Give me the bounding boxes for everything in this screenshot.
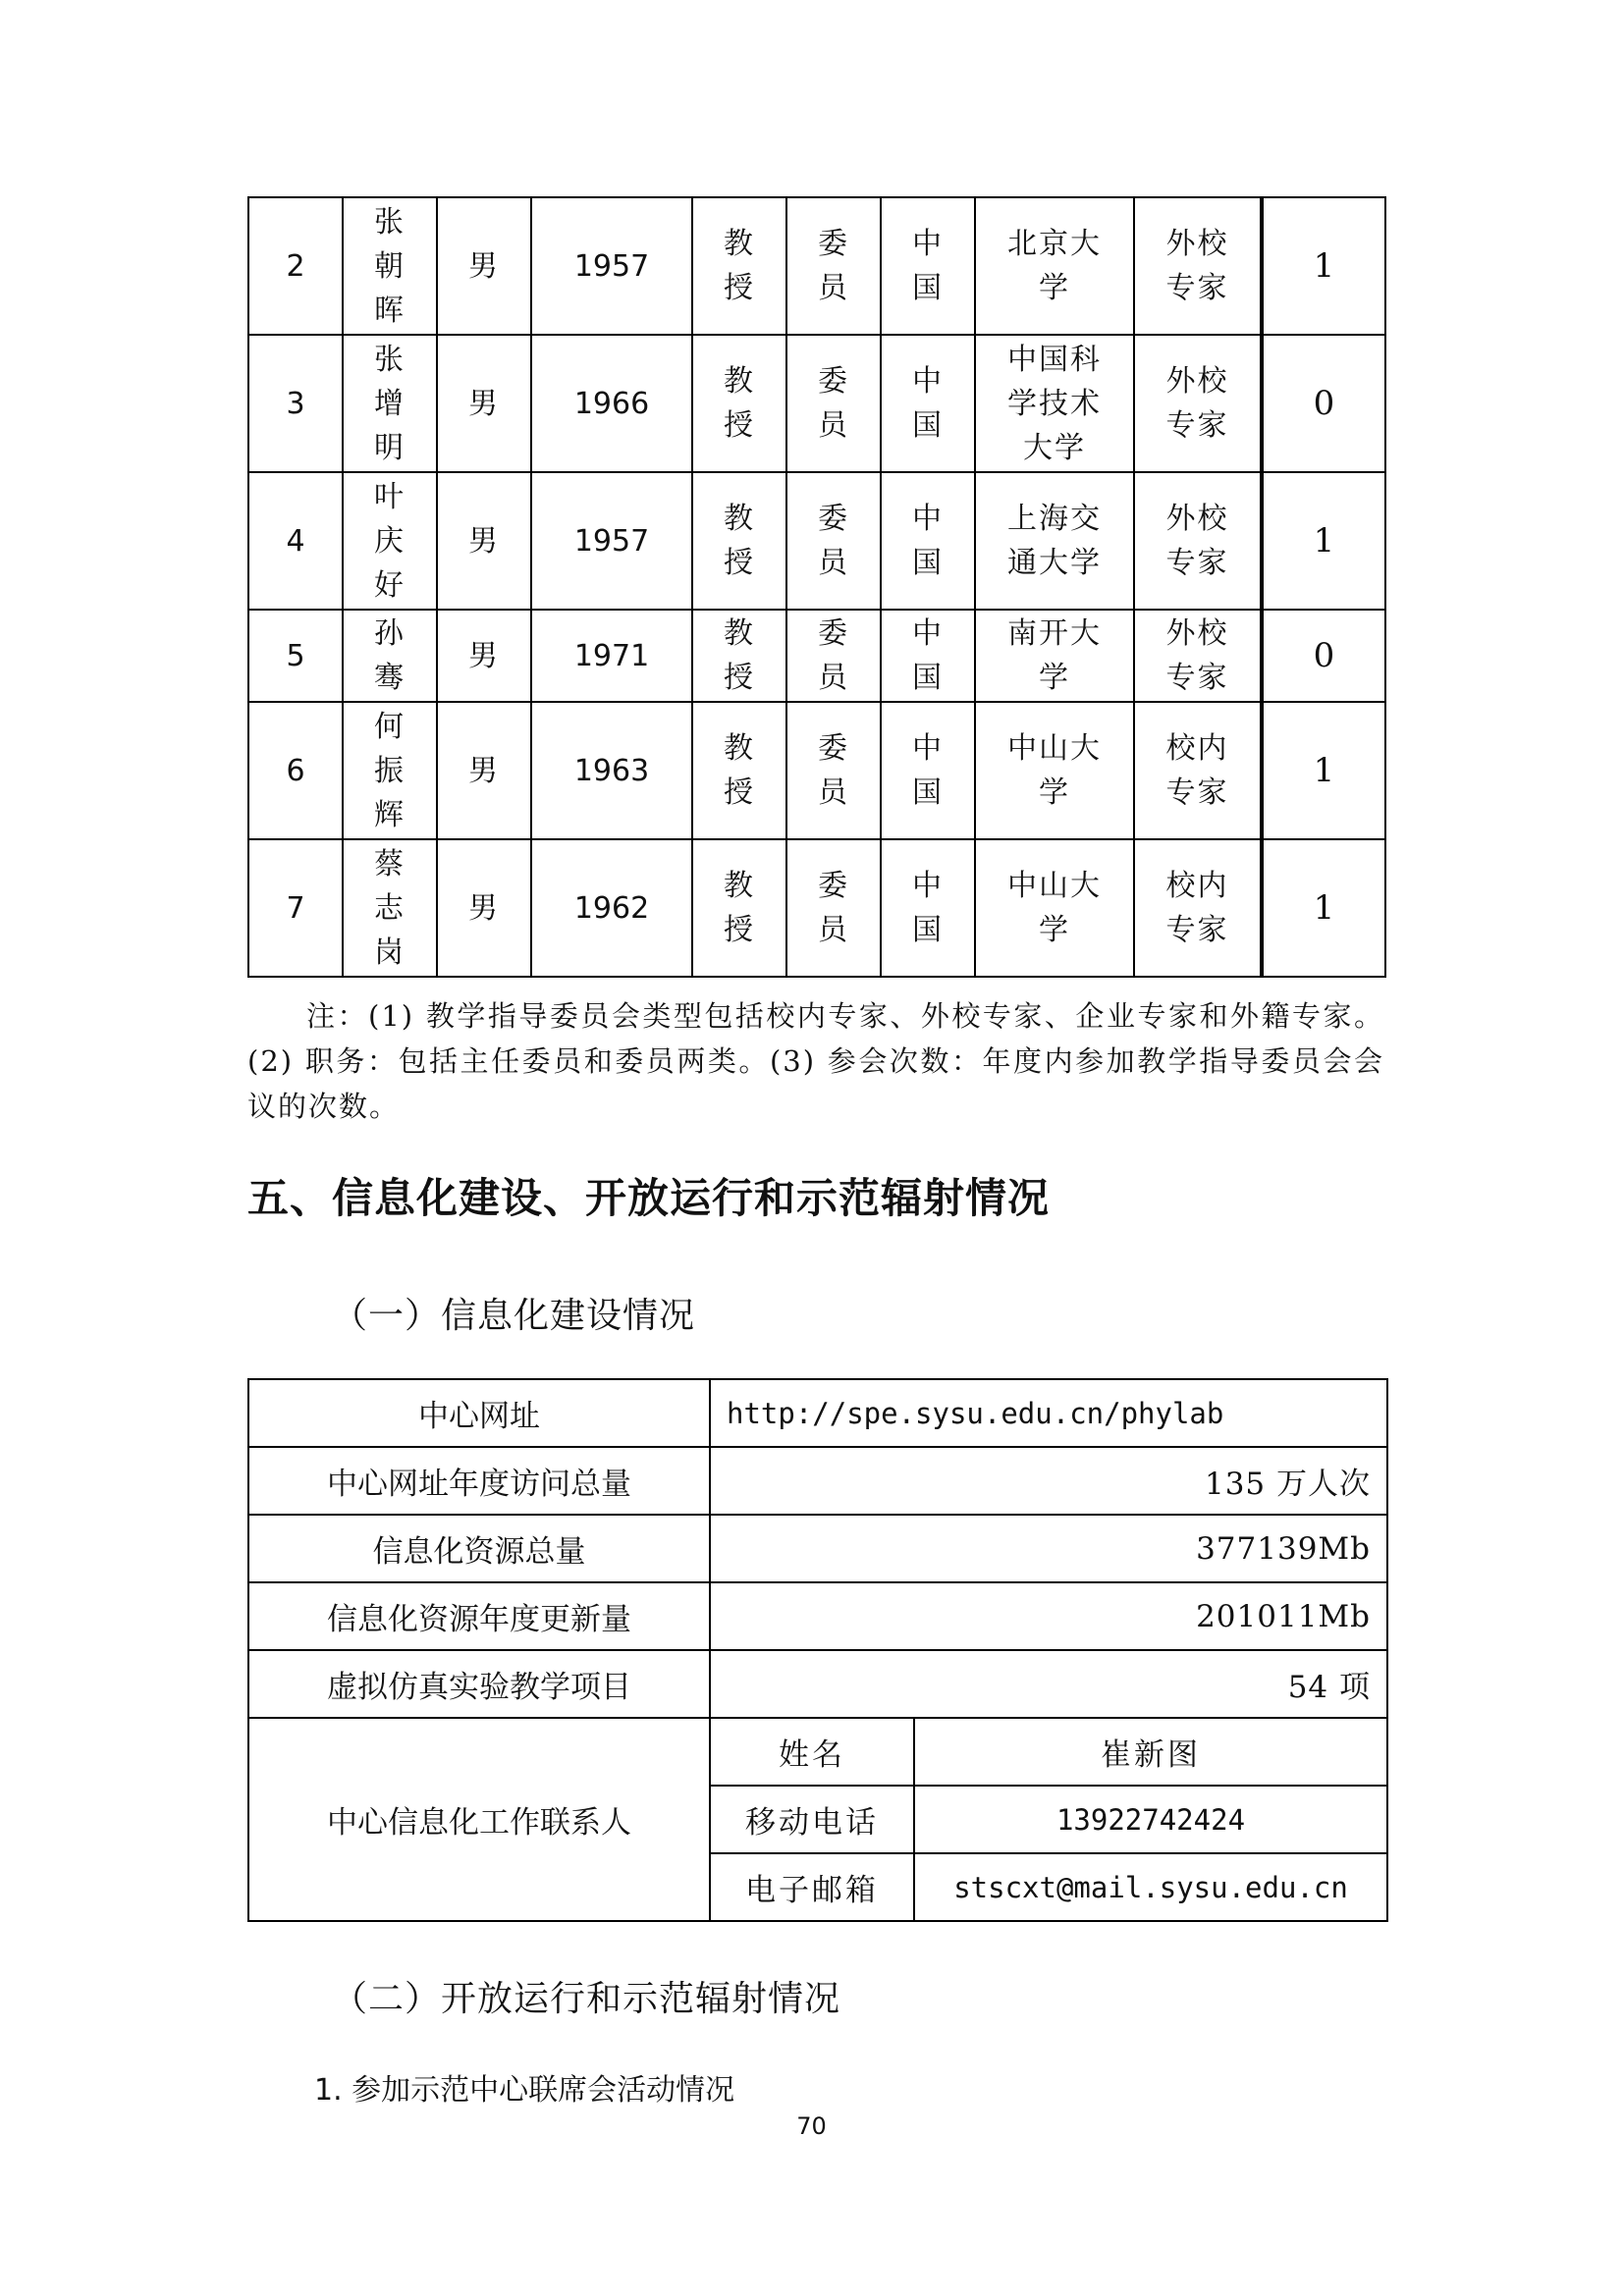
member-name — [343, 610, 437, 702]
member-type-text: 外校专家 — [1165, 502, 1229, 580]
member-unit — [975, 610, 1134, 702]
member-name-text: 叶庆好 — [374, 479, 406, 603]
member-name — [343, 839, 437, 977]
member-country — [881, 335, 975, 472]
member-birth-year: 1957 — [531, 197, 692, 335]
member-unit-text: 北京大学 — [1007, 227, 1102, 305]
subsection-1-heading: （一）信息化建设情况 — [332, 1296, 696, 1336]
member-birth-year: 1957 — [531, 472, 692, 610]
virtual-value: 54 项 — [710, 1650, 1387, 1718]
member-unit — [975, 702, 1134, 839]
member-type — [1134, 335, 1262, 472]
member-type-text: 外校专家 — [1165, 616, 1229, 695]
member-unit-text: 上海交通大学 — [1007, 502, 1102, 580]
member-name-text: 张增明 — [374, 342, 406, 465]
phone-value: 13922742424 — [914, 1786, 1387, 1853]
member-number: 6 — [248, 702, 343, 839]
member-title-text: 教授 — [724, 364, 755, 443]
virtual-label: 虚拟仿真实验教学项目 — [248, 1650, 710, 1718]
member-title — [692, 839, 786, 977]
member-title — [692, 335, 786, 472]
phone-label: 移动电话 — [710, 1786, 914, 1853]
committee-members-table — [247, 196, 1386, 978]
member-type — [1134, 472, 1262, 610]
member-gender: 男 — [437, 335, 531, 472]
member-birth-year: 1966 — [531, 335, 692, 472]
member-number: 4 — [248, 472, 343, 610]
member-country-text: 中国 — [912, 616, 944, 695]
member-gender: 男 — [437, 610, 531, 702]
member-country — [881, 197, 975, 335]
member-type-text: 外校专家 — [1165, 364, 1229, 443]
table-row — [248, 472, 1385, 610]
member-gender: 男 — [437, 702, 531, 839]
member-unit-text: 中山大学 — [1007, 731, 1102, 810]
table-row — [248, 1447, 1387, 1515]
member-duty-text: 委员 — [818, 364, 849, 443]
member-meeting-count: 0 — [1262, 610, 1385, 702]
member-type-text: 校内专家 — [1165, 869, 1229, 947]
member-birth-year: 1963 — [531, 702, 692, 839]
member-title-text: 教授 — [724, 731, 755, 810]
member-name-text: 张朝晖 — [374, 204, 406, 328]
member-meeting-count: 0 — [1262, 335, 1385, 472]
member-title-text: 教授 — [724, 869, 755, 947]
member-type-text: 外校专家 — [1165, 227, 1229, 305]
member-gender: 男 — [437, 472, 531, 610]
member-name — [343, 472, 437, 610]
table-row — [248, 839, 1385, 977]
member-title-text: 教授 — [724, 502, 755, 580]
member-unit-text: 南开大学 — [1007, 616, 1102, 695]
member-gender: 男 — [437, 197, 531, 335]
member-country-text: 中国 — [912, 869, 944, 947]
member-duty — [786, 702, 881, 839]
member-unit-text: 中国科学技术大学 — [1007, 342, 1102, 465]
member-country — [881, 839, 975, 977]
member-title-text: 教授 — [724, 227, 755, 305]
member-name-text: 何振辉 — [374, 709, 406, 832]
member-name-text: 蔡志岗 — [374, 846, 406, 970]
member-duty — [786, 335, 881, 472]
member-unit — [975, 839, 1134, 977]
member-duty-text: 委员 — [818, 731, 849, 810]
member-title — [692, 472, 786, 610]
member-number: 7 — [248, 839, 343, 977]
table-row — [248, 1650, 1387, 1718]
member-gender: 男 — [437, 839, 531, 977]
member-duty — [786, 839, 881, 977]
subsection-2-heading: （二）开放运行和示范辐射情况 — [332, 1979, 841, 2019]
name-value: 崔新图 — [914, 1718, 1387, 1786]
member-name — [343, 335, 437, 472]
member-title — [692, 197, 786, 335]
page-number: 70 — [796, 2112, 827, 2140]
member-duty — [786, 610, 881, 702]
member-title-text: 教授 — [724, 616, 755, 695]
member-type-text: 校内专家 — [1165, 731, 1229, 810]
member-country-text: 中国 — [912, 227, 944, 305]
email-label: 电子邮箱 — [710, 1853, 914, 1921]
member-meeting-count: 1 — [1262, 472, 1385, 610]
resources-value: 377139Mb — [710, 1515, 1387, 1582]
resources-label: 信息化资源总量 — [248, 1515, 710, 1582]
member-title — [692, 702, 786, 839]
member-meeting-count: 1 — [1262, 197, 1385, 335]
member-birth-year: 1971 — [531, 610, 692, 702]
member-country — [881, 610, 975, 702]
member-duty — [786, 197, 881, 335]
member-name — [343, 197, 437, 335]
member-country — [881, 472, 975, 610]
member-meeting-count: 1 — [1262, 839, 1385, 977]
member-birth-year: 1962 — [531, 839, 692, 977]
member-type — [1134, 197, 1262, 335]
member-name-text: 孙骞 — [374, 616, 406, 695]
table-row — [248, 197, 1385, 335]
email-value: stscxt@mail.sysu.edu.cn — [914, 1853, 1387, 1921]
visits-value: 135 万人次 — [710, 1447, 1387, 1515]
member-meeting-count: 1 — [1262, 702, 1385, 839]
update-label: 信息化资源年度更新量 — [248, 1582, 710, 1650]
member-duty — [786, 472, 881, 610]
table-row — [248, 1718, 1387, 1786]
member-name — [343, 702, 437, 839]
member-number: 5 — [248, 610, 343, 702]
member-unit-text: 中山大学 — [1007, 869, 1102, 947]
name-label: 姓名 — [710, 1718, 914, 1786]
member-unit — [975, 472, 1134, 610]
member-number: 3 — [248, 335, 343, 472]
table-row — [248, 1582, 1387, 1650]
member-unit — [975, 197, 1134, 335]
table-row — [248, 1379, 1387, 1447]
member-duty-text: 委员 — [818, 502, 849, 580]
update-value: 201011Mb — [710, 1582, 1387, 1650]
informatization-table — [247, 1378, 1388, 1922]
member-country-text: 中国 — [912, 731, 944, 810]
visits-label: 中心网址年度访问总量 — [248, 1447, 710, 1515]
member-country-text: 中国 — [912, 364, 944, 443]
table-note: 注：(1) 教学指导委员会类型包括校内专家、外校专家、企业专家和外籍专家。(2) 职务：包括主任委员和委员两类。(3) 参会次数：年度内参加教学指导委员会会议的次数。 — [247, 999, 1384, 1123]
member-country — [881, 702, 975, 839]
contact-label: 中心信息化工作联系人 — [248, 1718, 710, 1921]
section-5-heading: 五、信息化建设、开放运行和示范辐射情况 — [247, 1174, 1051, 1222]
member-country-text: 中国 — [912, 502, 944, 580]
table-row — [248, 1515, 1387, 1582]
table-row — [248, 610, 1385, 702]
member-duty-text: 委员 — [818, 227, 849, 305]
member-type — [1134, 702, 1262, 839]
item-1-heading: 1. 参加示范中心联席会活动情况 — [314, 2073, 735, 2108]
website-value: http://spe.sysu.edu.cn/phylab — [710, 1379, 1387, 1447]
member-duty-text: 委员 — [818, 616, 849, 695]
member-type — [1134, 610, 1262, 702]
member-duty-text: 委员 — [818, 869, 849, 947]
table-row — [248, 702, 1385, 839]
website-label: 中心网址 — [248, 1379, 710, 1447]
member-type — [1134, 839, 1262, 977]
member-unit — [975, 335, 1134, 472]
member-title — [692, 610, 786, 702]
member-number: 2 — [248, 197, 343, 335]
table-row — [248, 335, 1385, 472]
